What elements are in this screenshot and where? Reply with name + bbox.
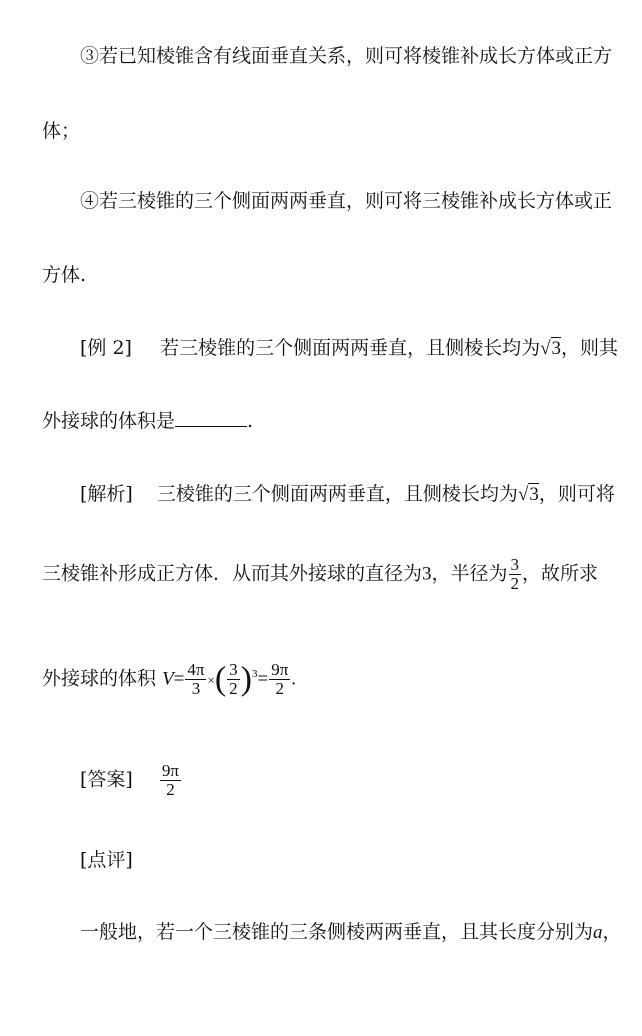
example-text: 若三棱锥的三个侧面两两垂直，且侧棱长均为 bbox=[160, 337, 541, 359]
fraction-4pi-3: $\frac{4\pi}{3}$ bbox=[187, 660, 205, 698]
solution-text: ，半径为 bbox=[431, 562, 508, 585]
text: ③若已知棱锥含有线面垂直关系，则可将棱锥补成长方体或正方 bbox=[80, 45, 613, 67]
text: 方体. bbox=[42, 264, 87, 286]
volume-var: V bbox=[162, 668, 174, 690]
line-4-cont bbox=[42, 263, 642, 287]
solution-line-1 bbox=[80, 482, 642, 507]
answer-tag: [答案] bbox=[80, 768, 133, 791]
solution-tag: [解析] bbox=[80, 483, 133, 505]
example-text: 外接球的体积是 bbox=[42, 410, 176, 432]
text: ④若三棱锥的三个侧面两两垂直，则可将三棱锥补成长方体或正 bbox=[80, 190, 613, 212]
answer-fraction: $\frac{9\pi}{2}$ bbox=[161, 761, 180, 799]
text: 体； bbox=[42, 120, 81, 142]
answer-line bbox=[80, 762, 642, 799]
solution-line-3: 外接球的体积 V= $\frac{4\pi}{3}$ ×( $\frac{3}{2}$ )$^3$= $\frac{9\pi}{2}$ . bbox=[42, 660, 297, 698]
solution-text: ，故所求 bbox=[522, 562, 599, 585]
text: 一般地，若一个三棱锥的三条侧棱两两垂直，且其长度分别为 bbox=[80, 921, 594, 943]
fraction-9pi-2: $\frac{9\pi}{2}$ bbox=[271, 660, 289, 698]
sqrt-3: √3 bbox=[540, 338, 562, 359]
answer-blank bbox=[175, 408, 247, 427]
solution-text-end: ，则可将 bbox=[538, 483, 615, 505]
sqrt-3: √3 bbox=[517, 484, 539, 505]
solution-text: 外接球的体积 bbox=[42, 667, 157, 690]
example-text-end: ，则其 bbox=[561, 337, 619, 359]
example-tag: [例 2] bbox=[80, 337, 132, 359]
radius-fraction: $\frac{3}{2}$ bbox=[510, 555, 520, 593]
line-4 bbox=[80, 189, 642, 213]
comment-tag: [点评] bbox=[80, 849, 133, 871]
diameter: 3 bbox=[422, 563, 432, 585]
last-line: 一般地，若一个三棱锥的三条侧棱两两垂直，且其长度分别为a， bbox=[80, 921, 622, 943]
solution-line-2 bbox=[42, 556, 642, 593]
line-3 bbox=[80, 44, 642, 68]
solution-text: 三棱锥补形成正方体．从而其外接球的直径为 bbox=[42, 562, 423, 585]
var-a: a bbox=[593, 922, 603, 943]
fraction-3-2: $\frac{3}{2}$ bbox=[229, 660, 238, 698]
period: . bbox=[247, 410, 254, 432]
example-line-2 bbox=[42, 408, 642, 433]
line-3-cont bbox=[42, 119, 642, 143]
example-line-1 bbox=[80, 336, 642, 361]
solution-text: 三棱锥的三个侧面两两垂直，且侧棱长均为 bbox=[156, 483, 518, 505]
comment-tag-line bbox=[80, 848, 642, 872]
